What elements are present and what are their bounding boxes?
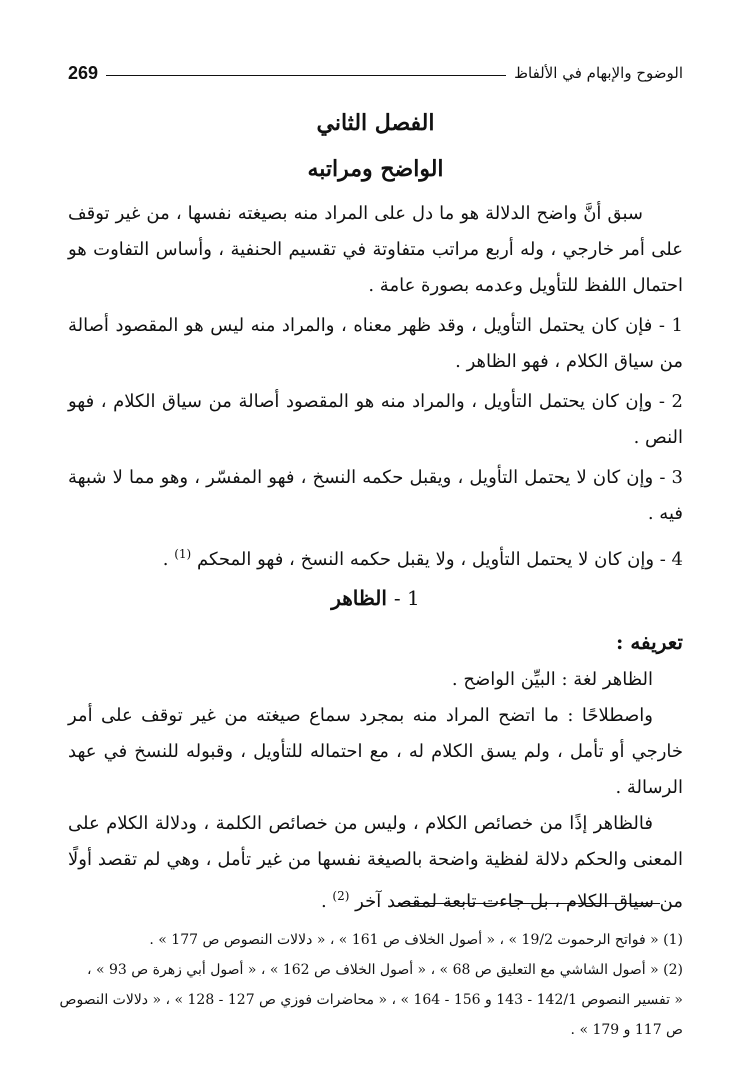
- rank-item-3: 3 - وإن كان لا يحتمل التأويل ، ويقبل حكمه النسخ ، فهو المفسّر ، وهو مما لا شبهة فيه .: [68, 467, 683, 524]
- subsection-number: 1 -: [393, 586, 420, 610]
- footnote-2-line-2: « تفسير النصوص 142/1 - 143 و 156 - 164 » ، « محاضرات فوزي ص 127 - 128 » ، « دلالات النصوص: [59, 992, 683, 1008]
- definition-summary-end: .: [320, 891, 333, 912]
- page-number: 269: [68, 62, 99, 83]
- chapter-title: الفصل الثاني: [316, 110, 435, 136]
- definition-term: واصطلاحًا : ما اتضح المراد منه بمجرد سماع صيغته من غير توقف على أمر خارجي أو تأمل ، ولم يسق الكلام له ، مع احتماله للتأويل ، وقبوله للنسخ في عهد الرسالة .: [68, 705, 683, 798]
- rank-item-1: 1 - فإن كان يحتمل التأويل ، وقد ظهر معناه ، والمراد منه ليس هو المقصود أصالة من سياق الكلام ، فهو الظاهر .: [68, 315, 683, 372]
- header-rule: [106, 75, 506, 76]
- definition-summary-text: فالظاهر إذًا من خصائص الكلام ، وليس من خصائص الكلمة ، ودلالة الكلام على المعنى والحكم دلالة لفظية واضحة بالصيغة نفسها من غير تأمل ، وهي لم تقصد أولًا من سياق الكلام ، بل جاءت تابعة لمقصد آخر: [68, 813, 683, 912]
- section-title: الواضح ومراتبه: [307, 156, 444, 182]
- running-header: [68, 58, 683, 88]
- footnote-ref-1: (1): [174, 547, 192, 561]
- footnote-1: (1) « فواتح الرحموت 19/2 » ، « أصول الخلاف ص 161 » ، « دلالات النصوص ص 177 » .: [149, 932, 683, 948]
- subsection-title: الظاهر: [331, 586, 387, 610]
- footnote-rule: [398, 903, 660, 904]
- footnotes: [59, 925, 683, 1045]
- footnote-ref-2: (2): [332, 889, 350, 903]
- running-header-title: الوضوح والإبهام في الألفاظ: [514, 64, 683, 82]
- definition-label: تعريفه :: [615, 630, 683, 654]
- rank-item-4-text: 4 - وإن كان لا يحتمل التأويل ، ولا يقبل حكمه النسخ ، فهو المحكم: [196, 549, 683, 570]
- rank-item-2: 2 - وإن كان يحتمل التأويل ، والمراد منه هو المقصود أصالة من سياق الكلام ، فهو النص .: [68, 391, 683, 448]
- definition-lang: الظاهر لغة : البيِّن الواضح .: [451, 669, 653, 690]
- footnote-2-line-1: (2) « أصول الشاشي مع التعليق ص 68 » ، « أصول الخلاف ص 162 » ، « أصول أبي زهرة ص 93 » ،: [87, 962, 683, 978]
- rank-item-4-end: .: [162, 549, 175, 570]
- footnote-2-line-3: ص 117 و 179 » .: [570, 1022, 683, 1038]
- subsection-heading: [68, 586, 683, 610]
- intro-paragraph: سبق أنَّ واضح الدلالة هو ما دل على المراد منه بصيغته نفسها ، من غير توقف على أمر خارجي ، وله أربع مراتب متفاوتة في تقسيم الحنفية ، وأساس التفاوت هو احتمال اللفظ للتأويل وعدمه بصورة عامة .: [68, 203, 683, 296]
- rank-item-4: [68, 536, 683, 578]
